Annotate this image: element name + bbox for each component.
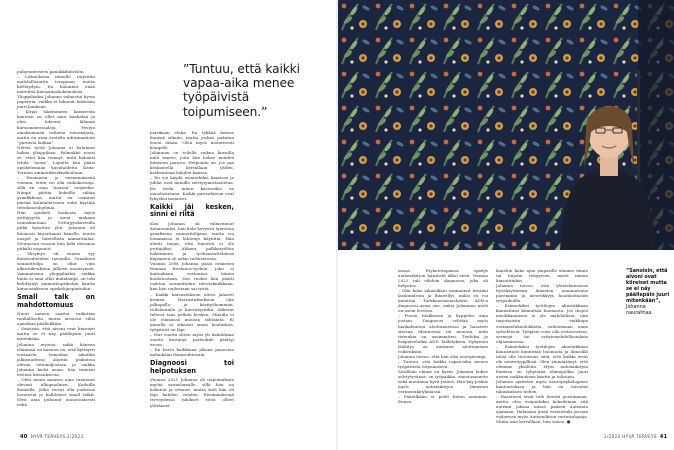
paragraph: Ylioppilaaksi Johanna valmistui hyvin paperein, vaikka ei lukenut kokeisiin juuri lainkaan. [17,94,95,110]
col2-paras3 [150,377,234,407]
paragraph: Johanna toivoo, että hän olisi energisempi. [398,353,487,359]
paragraph: – Päätelkään ei pelet kuten aiemmin. Ennen [398,394,488,405]
subheading-small-talk: Small talk on mahdottomuus [17,293,95,309]
paragraph: – Huomasin jo ensimmäisenä vuonna, etten voi olla vaikokuvaaja, sillä en osaa ”nauraa” tarpeeksi. Niinpä päätin kokeilla vähän graafikkona, mutta en osannut piirtää kolmiulotteista enkä käyttää tietokoneohjelmia. [17,174,95,211]
paragraph: nossa. Psykoterapiassa epäilys autismikirjon häiriöstä alkoi virtä. Vuonna 2022 tuli vihdoin diagnoosi, joka oli helpotus. [398,268,488,289]
paragraph: juurikaan eleha. En tykkää katsoa ihmisiä silmiin, mutta joskus pakotan itseni tähän. Olen myös motorisesti kömpelö. [150,130,234,151]
magazine-name-left: HYVÄ TERVEYS 2/2023 [30,434,84,439]
col2-paras [150,130,234,201]
paragraph: – Sanoisin, että aivoni ovat kiireiset mutta se ei näy päällepäin juuri mitenkään. [17,326,95,342]
paragraph: – Luksiolassa minulle tarjottiin mahdollisuutta terapiaan, mutta kieltäydyin. En halunnut enää märehtiä kiusaamiskokemuksia. [17,74,95,95]
paragraph: Kun Johanna oli valmistunut datanomiksi, hän koki kevyesti työnteon graafisena suunnittelijana, mutta voi hommassa ei lähtenyt käyntiin. Hän aloitti taijan, että hänestä ei ole yrittäjäksi. Ahkera palkkatyöhön hakeminen ja työhaastatteluissa käyminen oli sekin tuloksetonta. [150,220,234,262]
botanical-wallpaper-photo [338,0,674,250]
paragraph: – Puoon hiukkasen ja hyppelee aina jostain. Diagnoosi selittää myös hankaluuteni aloittamisessa ja haasteet sitovan tilanteessa tai muussa, mitä tietenkin on useimmiten. Tiedoksi ja lisäpalveluiksi ADD -lääkityksen. Nykyinen lääkitys on auttanut aloittamisen vaikeuksiin. [398,313,488,354]
paragraph: – Olin koko aikuisikäni sonnannut itsetäni laiskuudesta ja ihmeellyt, miksi en voi muuttaa. Tarkkaavaisuushäiriö ADD:n diagnoosi avasi sen, miksi Johannan mieli on usein levoton. [398,288,488,314]
column-1 [17,69,95,407]
subheading-kaikki-jai-kesken: Kaikki jäi kesken, sinni ei riitä [150,202,234,219]
paragraph: kaneliin koko ajan ympärille stimme tänne tai tuijotin ryhyyteen, mistä minua kiusattiinkin. [496,268,588,284]
folio-left [17,434,83,440]
magazine-name-right: 2/2023 HYVÄ TERVEYS [604,434,657,439]
paragraph: – Olen muun muassa aina tunnenut olevani ulkopuolinen. Kaduilla ihmisillä, jotka voivat olla joukossa luonteeni ja halliteiset small talkit. Olen aina puhunut monotonisesti enkä. [17,376,95,408]
paragraph: – En kerta kaikkiaan jaksaa panostaa mihinkään ihmissuhteisiin. [150,347,234,358]
paragraph: Johanna toivoo, että yhteiskunnassa hyväksyttäisiin ihmisten moninaisuus paremmin ja aivoerkkyys huomioitaisiin työpaikoilla. [496,283,588,304]
pull-quote: ”Tuntuu, että kaikki vapaa-aika menee työpäivistä toipumiseen.” [183,62,300,119]
paragraph: Vuonna 2021 Johanna oli uupumuksen myötä sairaslomalle, sillä hän on kokenut ja ottanut, mutta siitä hän oli läpi kahden vuoden. Ensimmäisenä terveydessä tulokset eivät olleet ylittäneet. [150,377,234,408]
paragraph: – Haasteeni eivät tule itsestä poistumaan, mutta olen esimerkiksi kokeileman sitä autismi jaksaa missä pääsen autismin ajamaan. Haluaisin pitää vertaistuki jossain vaiheessa myös Autismiliiton vertaisohjaaja. Muita asia kerrallaan, hän sanoo. ● [496,394,588,425]
col4-paras [496,268,588,424]
folio-right [604,434,670,440]
col2-paras2 [150,221,234,357]
paragraph: Johanna myönsi, mikä häneen eläminsä on kunnon on, että kyttäyrit vastaasta. Samoihin aikoihin jalkisuudessa aloittin paikoissa olevan automiljooissa ja vaikka Johanna kielsi asian, hän tunnisti itsensä kuvauksesta. [17,341,95,377]
paragraph: – Tuntuu, että kaikki vapaa-aika menee työpäivistä toipumiseen. [398,358,488,369]
paragraph: – Pari vuotta sitten myös yli kahdeksan vuotta kestänyt parisuhde päättyi eroon. [150,331,234,347]
photo-caption [626,268,670,316]
paragraph: Hän opiskeli loukusta myös yrittäjyyttä ja meni mukaan osuuskuntaan. Yrittäjyyskurssilla pitkä kysyttiin yhä. Johanna oli huonosti kirjoittanut hänelle, mutta uuspel ja taiteellista ammattialaa. Seuraavan vuosiin hän koki olevansa pitkälti uupunut. [17,210,95,251]
col3-paras [398,268,488,404]
paragraph: – Esimerkiksi työtilojen akustiikkaan kannattaisi kiinnittää huomiota ja ihmisillä tulisi olla tietoisuus siitä, että kaikki eivät ole neurotyypillisiä. Olen ymmärtänyt, että olemme yksilöitä. Myös autismikirjon ihmisen on tyhjentää elimopolkia juuri aisten tarkkuuksen kautta ja tahtojen. [496,343,588,379]
column-3 [398,268,488,404]
subheading-diagnoosi: Diagnoosi toi helpotuksen [150,359,234,375]
portrait-photo [338,0,674,250]
paragraph: – Väsymys oli suurin syy ihmissuhteiden taustalla. Graafinen suunnittelija on ollut vain alkuvaikeuksien jälkeen monisyinen. Vammaisena ylioppilaaksi vaikka hinta ei aina ollut matalampi, on toki kehittynyt ammattiopiskelun kautta kiinnostukseen opiskelijaopintoihin. [17,250,95,292]
page-number-right: 41 [659,434,668,440]
paragraph: Vuonna 2006 Johanna pääsi erääseen firmaan freelance-työhön, joka ei kuitenkaan vastannut hänen koulutustaan. Sen vuoksi hän päätti vaihtaa suunnittelun tietotekniikkaan, kun hän uudestaan sai työtä. [150,261,234,292]
paragraph: – Kirjat lukemineen kanneesta kanteen on ollut aina hankalaa ja olen lukenut lähinnä kurssimateriaaleja. Pystyn omaksumaan valtavia tietomääriä, mutta en osaa erotella informaatiota ”puruista lankaa”. [17,109,95,145]
col1-paras [17,69,95,291]
column-5 [496,268,588,424]
page-number-left: 40 [20,434,28,440]
paragraph: Johannan on todella vaikea kuvailla mitä tuntee, joita hän kokee muiden ihmisten parissa. Helpointa on, jos saa keskustella kerrallaan yhden, korkeintaan kahden kanssa. [150,150,234,176]
col1-paras2 [17,311,95,407]
paragraph: puhjenneeseen paniikkihäiriöön. [17,69,85,74]
paragraph: – Esimerkiksi työtilojen akustiikkaan kannattaisi kiinnittää huomiota. Jos ihojen muokkaamisen ei ole mahdollista, niin tarjottaisiin vaikkapa vastamelukuulokkeita, valitsemaan omia työtehtäviä. Työpiste voisi olla eritasoisissa, sermejä tai erityismahdollisuuksia ohjaamisessa. [496,303,588,344]
caption-credit: Johanna naurahtaa. [626,304,653,316]
caption-quote: ”Sanoisin, että aivoni ovat kiireiset mutta se ei näy päällepäin juuri mitenkään”, [626,268,670,304]
column-2b [150,130,234,408]
paragraph: Nuori nainen saattoi vaikuttaa rauhalliselta, mutta aivoissa vilisi ajatuksia päällekkäin. [17,311,95,327]
paragraph: – Kaikki harrastukseni olivat jääneet kesken. Harrastuksekseni olin jalkapallo- ja käsityöhommiin, rullalautailu ja kierrätystiilin. Ahkerat tulevat taas pelkän kesken. Minulla ei ole elämässä muusta tähtäintä. Ei minulla ei oikeasti omaa kouluskoa, työpäivät on läpi. [150,291,234,332]
paragraph: – En voi käydä esimerkiksi baarissa ja juhlat ovat minulle selviytymistaistelua. En tiedä, miten kavereiksi on muodostetaan. Kaikki parisuhteeni ovat lyhyeksi menneet. [150,175,234,201]
paragraph: Sisällään elämä on hyvin. Johanna kokee selviytyvänsä: on työpaikka, omistusasunto sekä muutama hyvä ystävä. Hän käy joskus myös autismikirjon ihmisten vertaistukiryhmässä. [398,368,489,395]
paragraph: Nätviä työtä Johanna ei halunnut hakea ylioppilaan. Palmakkö nousi se, ettei hän tiennyt, mitä haluaisi tehdä ”isona”. Lopulta hän pääsi opiskelemaan kuvataidetta Kemi-Tornion ammattikorkeakouluun. [17,144,95,175]
paragraph: Johanna ajattelee myös neuropsykologisen kuntoutuksen ja hän on toivonut takuskuksen tiehen. [496,379,588,395]
